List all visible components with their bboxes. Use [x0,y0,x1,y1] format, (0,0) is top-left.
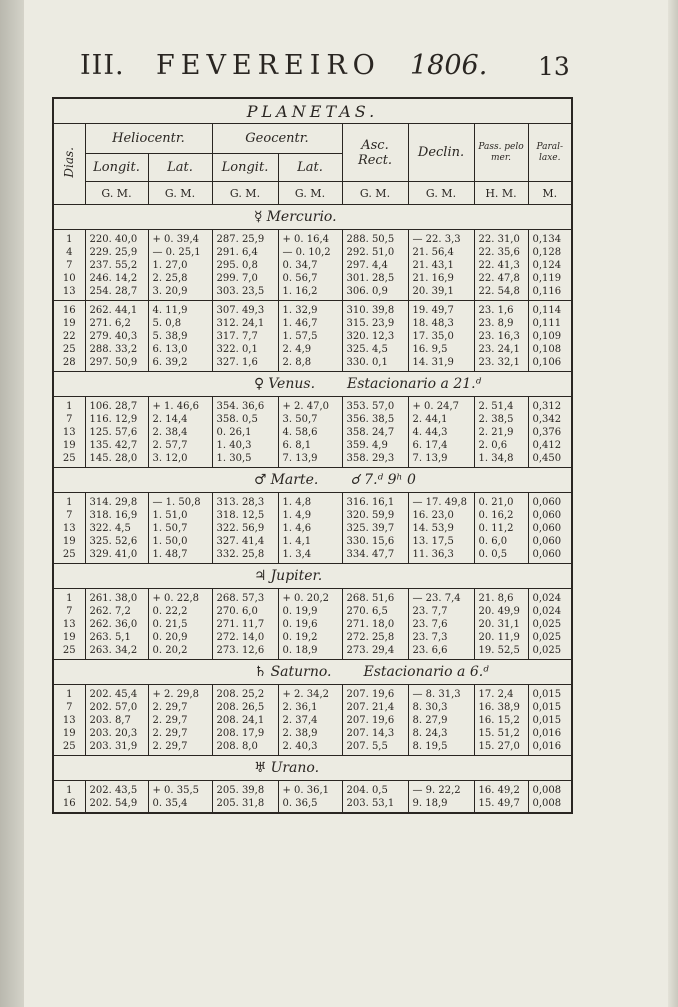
geo-longitude-cell: 268. 57,3 270. 6,0 271. 11,7 272. 14,0 273. 12,6 [212,589,278,660]
geo-latitude-cell: + 2. 47,0 3. 50,7 4. 58,6 6. 8,1 7. 13,9 [278,397,342,468]
helio-longitude-cell: 262. 44,1 271. 6,2 279. 40,3 288. 33,2 297. 50,9 [85,301,148,372]
helio-longitude-cell: 261. 38,0 262. 7,2 262. 36,0 263. 5,1 263. 34,2 [85,589,148,660]
geo-longitude-cell: 208. 25,2 208. 26,5 208. 24,1 208. 17,9 208. 8,0 [212,685,278,756]
planets-table [52,97,573,814]
right-ascension-header: Asc. Rect. [342,124,408,182]
day-column: 16 19 22 25 28 [53,301,85,372]
planet-name: Saturno. [270,664,332,680]
planet-heading [53,564,572,589]
geo-latitude-cell: 1. 32,9 1. 46,7 1. 57,5 2. 4,9 2. 8,8 [278,301,342,372]
planet-symbol-icon: ♃ [254,568,267,584]
parallax-cell: 0,024 0,024 0,025 0,025 0,025 [528,589,572,660]
helio-latitude-cell: + 0. 35,5 0. 35,4 [148,781,212,814]
geo-longitude-header: Longit. [212,154,278,182]
planet-symbol-icon: ♅ [254,760,267,776]
planet-section-header [53,468,572,493]
unit-m: M. [528,182,572,205]
day-column: 1 7 13 19 25 [53,493,85,564]
geo-longitude-cell: 205. 39,8 205. 31,8 [212,781,278,814]
planet-symbol-icon: ♄ [254,664,267,680]
parallax-cell: 0,008 0,008 [528,781,572,814]
helio-latitude-cell: + 2. 29,8 2. 29,7 2. 29,7 2. 29,7 2. 29,7 [148,685,212,756]
planet-heading [53,756,572,781]
planet-heading [53,205,572,230]
planet-heading [53,372,572,397]
declination-cell: — 23. 7,4 23. 7,7 23. 7,6 23. 7,3 23. 6,6 [408,589,474,660]
parallax-cell: 0,015 0,015 0,015 0,016 0,016 [528,685,572,756]
geo-longitude-cell: 287. 25,9 291. 6,4 295. 0,8 299. 7,0 303. 23,5 [212,230,278,301]
right-ascension-cell: 288. 50,5 292. 51,0 297. 4,4 301. 28,5 306. 0,9 [342,230,408,301]
planet-name: Venus. [268,376,316,392]
planet-name: Urano. [270,760,320,776]
planet-section-header [53,372,572,397]
heliocentric-header: Heliocentr. [85,124,212,154]
helio-longitude-header: Longit. [85,154,148,182]
table-row [53,685,572,756]
parallax-cell: 0,114 0,111 0,109 0,108 0,106 [528,301,572,372]
meridian-passage-cell: 21. 8,6 20. 49,9 20. 31,1 20. 11,9 19. 52,5 [474,589,528,660]
planet-symbol-icon: ☿ [254,209,263,225]
month-title: FEVEREIRO [156,50,381,81]
right-ascension-cell: 204. 0,5 203. 53,1 [342,781,408,814]
geo-latitude-cell: + 0. 20,2 0. 19,9 0. 19,6 0. 19,2 0. 18,9 [278,589,342,660]
meridian-passage-cell: 2. 51,4 2. 38,5 2. 21,9 2. 0,6 1. 34,8 [474,397,528,468]
helio-latitude-cell: + 1. 46,6 2. 14,4 2. 38,4 2. 57,7 3. 12,0 [148,397,212,468]
unit-hm: H. M. [474,182,528,205]
meridian-passage-header: Pass. pelo mer. [474,124,528,182]
meridian-passage-cell: 16. 49,2 15. 49,7 [474,781,528,814]
geo-latitude-cell: + 0. 36,1 0. 36,5 [278,781,342,814]
page-number: 13 [538,52,570,81]
parallax-cell: 0,134 0,128 0,124 0,119 0,116 [528,230,572,301]
days-header [53,124,85,205]
month-number: III. [80,50,125,81]
geo-longitude-cell: 354. 36,6 358. 0,5 0. 26,1 1. 40,3 1. 30,5 [212,397,278,468]
helio-longitude-cell: 314. 29,8 318. 16,9 322. 4,5 325. 52,6 329. 41,0 [85,493,148,564]
parallax-cell: 0,312 0,342 0,376 0,412 0,450 [528,397,572,468]
helio-longitude-cell: 202. 45,4 202. 57,0 203. 8,7 203. 20,3 203. 31,9 [85,685,148,756]
declination-cell: — 8. 31,3 8. 30,3 8. 27,9 8. 24,3 8. 19,5 [408,685,474,756]
helio-latitude-cell: — 1. 50,8 1. 51,0 1. 50,7 1. 50,0 1. 48,7 [148,493,212,564]
parallax-header: Paral-laxe. [528,124,572,182]
declination-cell: + 0. 24,7 2. 44,1 4. 44,3 6. 17,4 7. 13,9 [408,397,474,468]
planet-section-header [53,564,572,589]
helio-longitude-cell: 220. 40,0 229. 25,9 237. 55,2 246. 14,2 254. 28,7 [85,230,148,301]
helio-latitude-cell: + 0. 39,4 — 0. 25,1 1. 27,0 2. 25,8 3. 20,9 [148,230,212,301]
planet-section-header [53,756,572,781]
day-column: 1 7 13 19 25 [53,589,85,660]
meridian-passage-cell: 23. 1,6 23. 8,9 23. 16,3 23. 24,1 23. 32,1 [474,301,528,372]
planet-heading [53,660,572,685]
planet-symbol-icon: ♂ [254,472,267,488]
unit-gm: G. M. [342,182,408,205]
planet-heading [53,468,572,493]
geo-longitude-cell: 307. 49,3 312. 24,1 317. 7,7 322. 0,1 327. 1,6 [212,301,278,372]
helio-longitude-cell: 202. 43,5 202. 54,9 [85,781,148,814]
geocentric-header: Geocentr. [212,124,342,154]
day-column: 1 4 7 10 13 [53,230,85,301]
table-row [53,589,572,660]
planet-note: Estacionario a 6.ᵈ [363,664,489,680]
helio-latitude-cell: + 0. 22,8 0. 22,2 0. 21,5 0. 20,9 0. 20,2 [148,589,212,660]
helio-longitude-cell: 106. 28,7 116. 12,9 125. 57,6 135. 42,7 145. 28,0 [85,397,148,468]
page-header [80,50,570,90]
declination-cell: — 17. 49,8 16. 23,0 14. 53,9 13. 17,5 11. 36,3 [408,493,474,564]
geo-longitude-cell: 313. 28,3 318. 12,5 322. 56,9 327. 41,4 332. 25,8 [212,493,278,564]
right-ascension-cell: 310. 39,8 315. 23,9 320. 12,3 325. 4,5 330. 0,1 [342,301,408,372]
planet-section-header [53,660,572,685]
right-ascension-cell: 353. 57,0 356. 38,5 358. 24,7 359. 4,9 358. 29,3 [342,397,408,468]
meridian-passage-cell: 22. 31,0 22. 35,6 22. 41,3 22. 47,8 22. 54,8 [474,230,528,301]
planet-name: Jupiter. [270,568,323,584]
unit-gm: G. M. [212,182,278,205]
declination-cell: — 22. 3,3 21. 56,4 21. 43,1 21. 16,9 20. 39,1 [408,230,474,301]
table-row [53,230,572,301]
right-ascension-cell: 268. 51,6 270. 6,5 271. 18,0 272. 25,8 273. 29,4 [342,589,408,660]
table-row [53,493,572,564]
day-column: 1 16 [53,781,85,814]
geo-latitude-cell: 1. 4,8 1. 4,9 1. 4,6 1. 4,1 1. 3,4 [278,493,342,564]
planet-name: Marte. [270,472,319,488]
geo-latitude-cell: + 2. 34,2 2. 36,1 2. 37,4 2. 38,9 2. 40,3 [278,685,342,756]
geo-latitude-cell: + 0. 16,4 — 0. 10,2 0. 34,7 0. 56,7 1. 16,2 [278,230,342,301]
planet-note: Estacionario a 21.ᵈ [347,376,482,392]
planet-symbol-icon: ♀ [254,376,265,392]
table-row [53,301,572,372]
right-ascension-cell: 207. 19,6 207. 21,4 207. 19,6 207. 14,3 207. 5,5 [342,685,408,756]
planet-section-header [53,205,572,230]
unit-gm: G. M. [148,182,212,205]
parallax-cell: 0,060 0,060 0,060 0,060 0,060 [528,493,572,564]
days-label: Dias. [62,146,77,178]
helio-latitude-cell: 4. 11,9 5. 0,8 5. 38,9 6. 13,0 6. 39,2 [148,301,212,372]
right-ascension-cell: 316. 16,1 320. 59,9 325. 39,7 330. 15,6 334. 47,7 [342,493,408,564]
meridian-passage-cell: 0. 21,0 0. 16,2 0. 11,2 0. 6,0 0. 0,5 [474,493,528,564]
declination-cell: 19. 49,7 18. 48,3 17. 35,0 16. 9,5 14. 31,9 [408,301,474,372]
unit-gm: G. M. [278,182,342,205]
declination-header: Declin. [408,124,474,182]
geo-latitude-header: Lat. [278,154,342,182]
unit-gm: G. M. [408,182,474,205]
day-column: 1 7 13 19 25 [53,397,85,468]
declination-cell: — 9. 22,2 9. 18,9 [408,781,474,814]
day-column: 1 7 13 19 25 [53,685,85,756]
meridian-passage-cell: 17. 2,4 16. 38,9 16. 15,2 15. 51,2 15. 27,0 [474,685,528,756]
helio-latitude-header: Lat. [148,154,212,182]
book-spine [0,0,24,1007]
table-row [53,397,572,468]
planet-note: ☌ 7.ᵈ 9ʰ 0 [350,472,416,488]
year: 1806. [410,50,488,81]
table-title: PLANETAS. [53,98,572,124]
unit-gm: G. M. [85,182,148,205]
table-row [53,781,572,814]
page-edge [668,0,678,1007]
planet-name: Mercurio. [266,209,337,225]
